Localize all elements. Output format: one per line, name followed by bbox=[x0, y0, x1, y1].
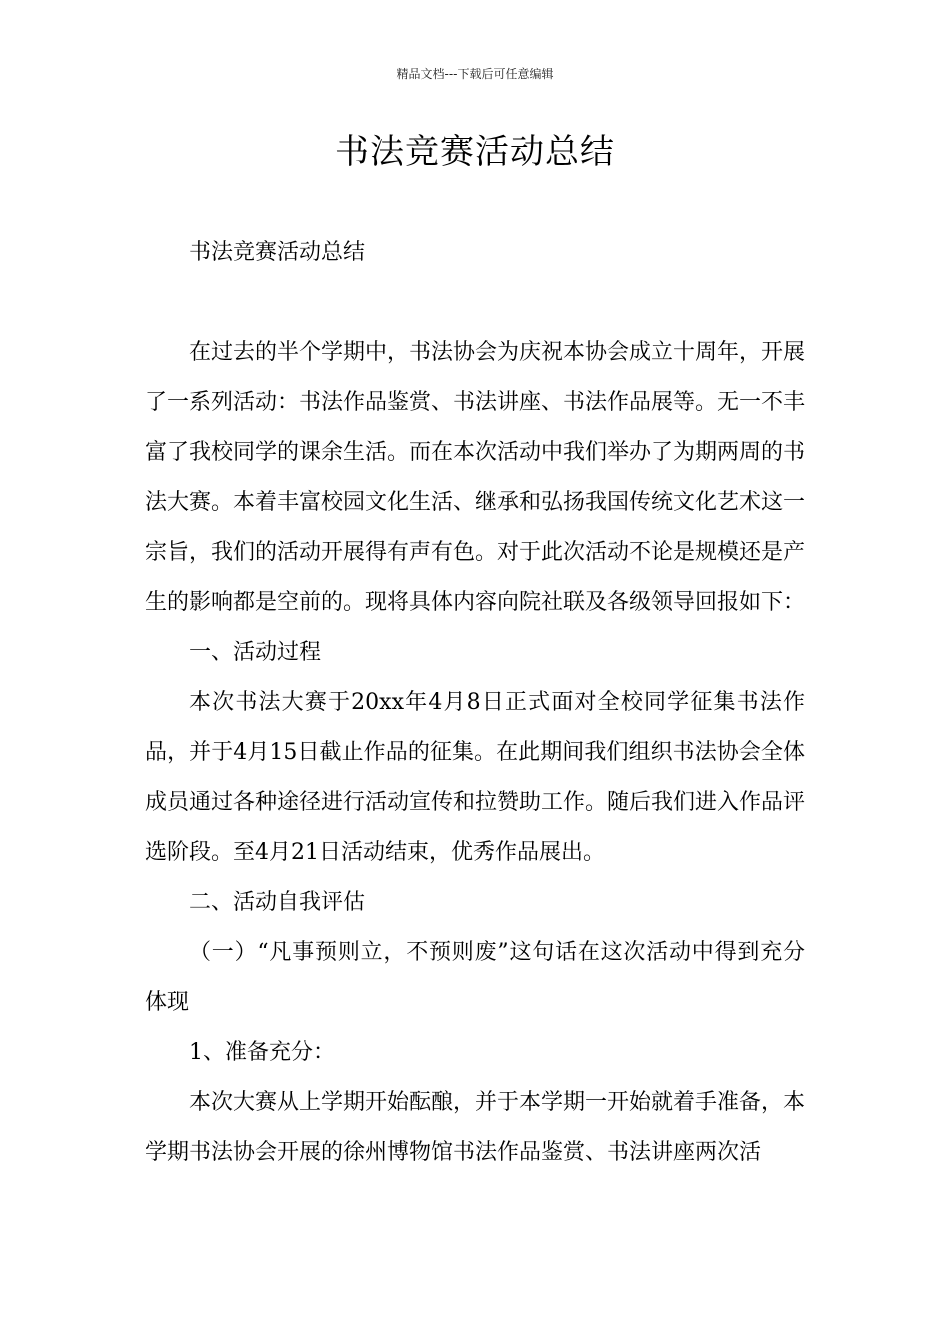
section-heading-process: 一、活动过程 bbox=[189, 640, 322, 665]
paragraph-preparation: 本次大赛从上学期开始酝酿，并于本学期一开始就着手准备，本学期书法协会开展的徐州博物馆书法作品鉴赏、书法讲座两次活 bbox=[145, 1090, 806, 1165]
document-body bbox=[145, 228, 805, 1178]
paragraph-process: 本次书法大赛于20xx年4月8日正式面对全校同学征集书法作品，并于4月15日截止作品的征集。在此期间我们组织书法协会全体成员通过各种途径进行活动宣传和拉赞助工作。随后我们进入作品评选阶段。至4月21日活动结束，优秀作品展出。 bbox=[145, 690, 806, 865]
header-note: 精品文档---下载后可任意编辑 bbox=[396, 67, 554, 81]
document-title: 书法竞赛活动总结 bbox=[335, 132, 615, 172]
paragraph-intro: 在过去的半个学期中，书法协会为庆祝本协会成立十周年，开展了一系列活动：书法作品鉴赏、书法讲座、书法作品展等。无一不丰富了我校同学的课余生活。而在本次活动中我们举办了为期两周的书法大赛。本着丰富校园文化生活、继承和弘扬我国传统文化艺术这一宗旨，我们的活动开展得有声有色。对于此次活动不论是规模还是产生的影响都是空前的。现将具体内容向院社联及各级领导回报如下： bbox=[145, 340, 806, 615]
spacer bbox=[145, 278, 805, 328]
item-heading-ready: 1、准备充分： bbox=[189, 1040, 335, 1065]
subsection-heading-preparation: （一）“凡事预则立，不预则废”这句话在这次活动中得到充分体现 bbox=[145, 940, 805, 1015]
section-heading-evaluation: 二、活动自我评估 bbox=[189, 890, 366, 915]
document-subtitle: 书法竞赛活动总结 bbox=[189, 240, 366, 265]
